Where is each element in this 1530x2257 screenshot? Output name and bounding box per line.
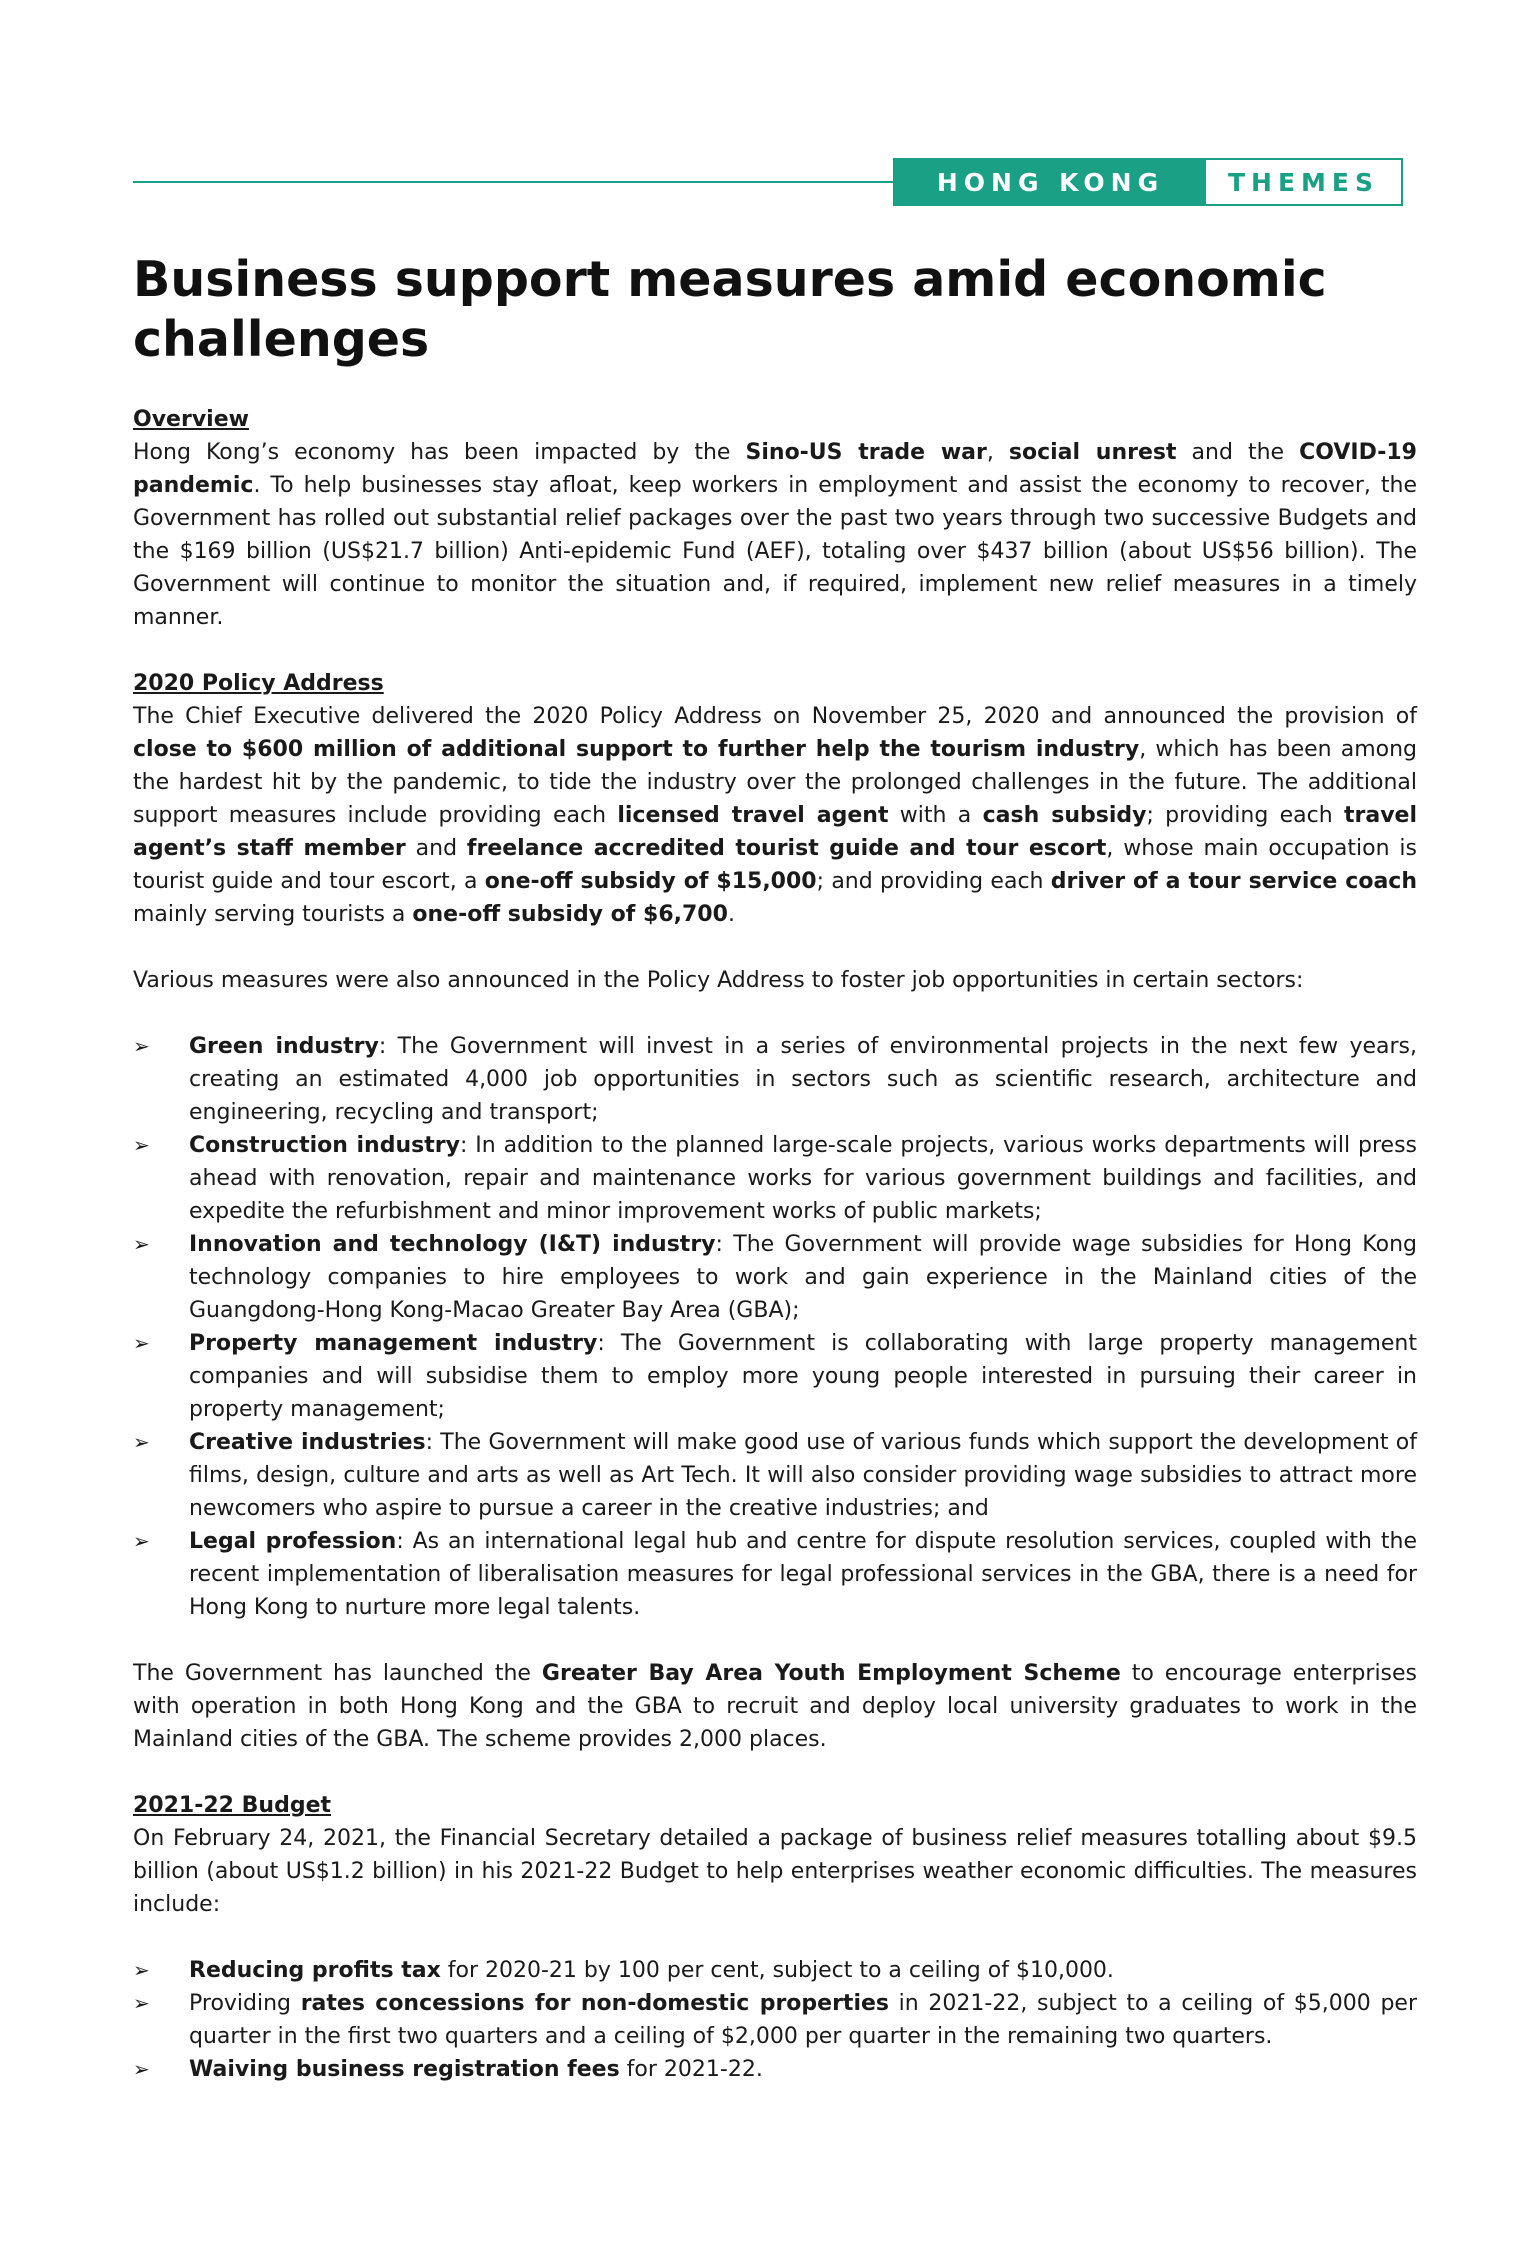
text-run: ; providing each [1146, 803, 1344, 828]
bold-run: Sino-US trade war [745, 440, 987, 465]
budget-measures-list [133, 1954, 1417, 2086]
logo-left-text: HONG KONG [895, 160, 1206, 204]
list-item [133, 1426, 1417, 1525]
bold-run: COVID-19 pandemic [133, 440, 1417, 498]
text-run: . [727, 902, 735, 927]
policy-address-section [133, 667, 1417, 1756]
page-title: Business support measures amid economic challenges [133, 251, 1327, 368]
list-item [133, 1228, 1417, 1327]
bold-run: Green industry [189, 1034, 379, 1059]
text-run: : The Government will provide wage subsidies for Hong Kong technology companies to hire employees to work and gain experience in the Mainland cities of the Guangdong-Hong Kong-Macao Greater Bay Area (GBA); [189, 1232, 1417, 1323]
text-run: with a [888, 803, 983, 828]
text-run: : In addition to the planned large-scale projects, various works departments will press ahead with renovation, repair and maintenance works for various government buildings and facilities, and expedite the refurbishment and minor improvement works of public markets; [189, 1133, 1418, 1224]
bold-run: Legal profession [189, 1529, 397, 1554]
text-run: in 2021-22, subject to a ceiling of $5,000 per quarter in the first two quarters and a ceiling of $2,000 per quarter in the remaining two quarters. [189, 1991, 1417, 2049]
bold-run: one-off subsidy of $6,700 [412, 902, 728, 927]
overview-heading: Overview [133, 407, 249, 432]
bold-run: Property management industry [189, 1331, 598, 1356]
text-run: mainly serving tourists a [133, 902, 413, 927]
text-run: for 2021-22. [619, 2057, 763, 2082]
text-run: , [986, 440, 1009, 465]
bold-run: travel agent’s staff member [133, 803, 1417, 861]
arrow-bullet-icon: ➢ [133, 1232, 150, 1256]
logo-right-text: THEMES [1206, 160, 1401, 204]
arrow-bullet-icon: ➢ [133, 1034, 150, 1058]
text-run: : The Government will make good use of various funds which support the development of films, design, culture and arts as well as Art Tech. It will also consider providing wage subsidies to attract more newcomers who aspire to pursue a career in the creative industries; and [189, 1430, 1418, 1521]
sectors-list [133, 1030, 1417, 1624]
header-rule [133, 181, 893, 183]
arrow-bullet-icon: ➢ [133, 1331, 150, 1355]
bold-run: social unrest [1008, 440, 1177, 465]
budget-intro: On February 24, 2021, the Financial Secretary detailed a package of business relief measures totalling about $9.5 billion (about US$1.2 billion) in his 2021-22 Budget to help enterprises weather economic difficulties. The measures include: [133, 1826, 1417, 1917]
arrow-bullet-icon: ➢ [133, 2057, 150, 2081]
arrow-bullet-icon: ➢ [133, 1133, 150, 1157]
text-run: The Chief Executive delivered the 2020 Policy Address on November 25, 2020 and announced the provision of [133, 704, 1417, 729]
text-run: Providing [189, 1991, 301, 2016]
bold-run: Greater Bay Area Youth Employment Scheme [541, 1661, 1121, 1686]
bold-run: rates concessions for non-domestic properties [300, 1991, 889, 2016]
policy-address-heading: 2020 Policy Address [133, 671, 384, 696]
bold-run: freelance accredited tourist guide and tour escort [466, 836, 1107, 861]
list-item [133, 1327, 1417, 1426]
list-item [133, 1954, 1417, 1987]
list-item [133, 1129, 1417, 1228]
text-run: to encourage enterprises with operation in both Hong Kong and the GBA to recruit and deploy local university graduates to work in the Mainland cities of the GBA. The scheme provides 2,000 places. [133, 1661, 1418, 1752]
bold-run: licensed travel agent [617, 803, 889, 828]
text-run: ; and providing each [816, 869, 1051, 894]
sectors-intro: Various measures were also announced in the Policy Address to foster job opportunities in certain sectors: [133, 968, 1304, 993]
overview-section [133, 403, 1417, 634]
gba-scheme-paragraph [133, 1657, 1417, 1756]
arrow-bullet-icon: ➢ [133, 1529, 150, 1553]
bold-run: cash subsidy [982, 803, 1147, 828]
text-run: . To help businesses stay afloat, keep workers in employment and assist the economy to recover, the Government has rolled out substantial relief packages over the past two years through two successive Budgets and the $169 billion (US$21.7 billion) Anti-epidemic Fund (AEF), totaling over $437 billion (about US$56 billion). The Government will continue to monitor the situation and, if required, implement new relief measures in a timely manner. [133, 473, 1417, 630]
bold-run: Waiving business registration fees [189, 2057, 620, 2082]
budget-heading: 2021-22 Budget [133, 1793, 331, 1818]
text-run: , whose main occupation is tourist guide and tour escort, a [133, 836, 1417, 894]
arrow-bullet-icon: ➢ [133, 1958, 150, 1982]
list-item [133, 1987, 1417, 2053]
text-run: : As an international legal hub and centre for dispute resolution services, coupled with the recent implementation of liberalisation measures for legal professional services in the GBA, there is a need for Hong Kong to nurture more legal talents. [189, 1529, 1417, 1620]
list-item [133, 2053, 1417, 2086]
bold-run: Creative industries [189, 1430, 426, 1455]
bold-run: one-off subsidy of $15,000 [484, 869, 817, 894]
hong-kong-themes-logo [893, 158, 1403, 206]
text-run: Hong Kong’s economy has been impacted by the [133, 440, 746, 465]
bold-run: Reducing profits tax [189, 1958, 441, 1983]
text-run: , which has been among the hardest hit by the pandemic, to tide the industry over the prolonged challenges in the future. The additional support measures include providing each [133, 737, 1418, 828]
text-run: and [405, 836, 467, 861]
bold-run: Innovation and technology (I&T) industry [189, 1232, 716, 1257]
policy-address-paragraph [133, 700, 1417, 931]
text-run: for 2020-21 by 100 per cent, subject to a ceiling of $10,000. [440, 1958, 1114, 1983]
arrow-bullet-icon: ➢ [133, 1430, 150, 1454]
text-run: : The Government will invest in a series of environmental projects in the next few years, creating an estimated 4,000 job opportunities in sectors such as scientific research, architecture and engineering, recycling and transport; [189, 1034, 1417, 1125]
list-item [133, 1030, 1417, 1129]
text-run: The Government has launched the [133, 1661, 542, 1686]
list-item [133, 1525, 1417, 1624]
document-body [133, 250, 1417, 2086]
text-run: : The Government is collaborating with large property management companies and will subsidise them to employ more young people interested in pursuing their career in property management; [189, 1331, 1417, 1422]
bold-run: close to $600 million of additional support to further help the tourism industry [133, 737, 1140, 762]
budget-section [133, 1789, 1417, 2086]
text-run: and the [1176, 440, 1300, 465]
overview-paragraph [133, 436, 1417, 634]
bold-run: driver of a tour service coach [1050, 869, 1417, 894]
arrow-bullet-icon: ➢ [133, 1991, 150, 2015]
bold-run: Construction industry [189, 1133, 460, 1158]
